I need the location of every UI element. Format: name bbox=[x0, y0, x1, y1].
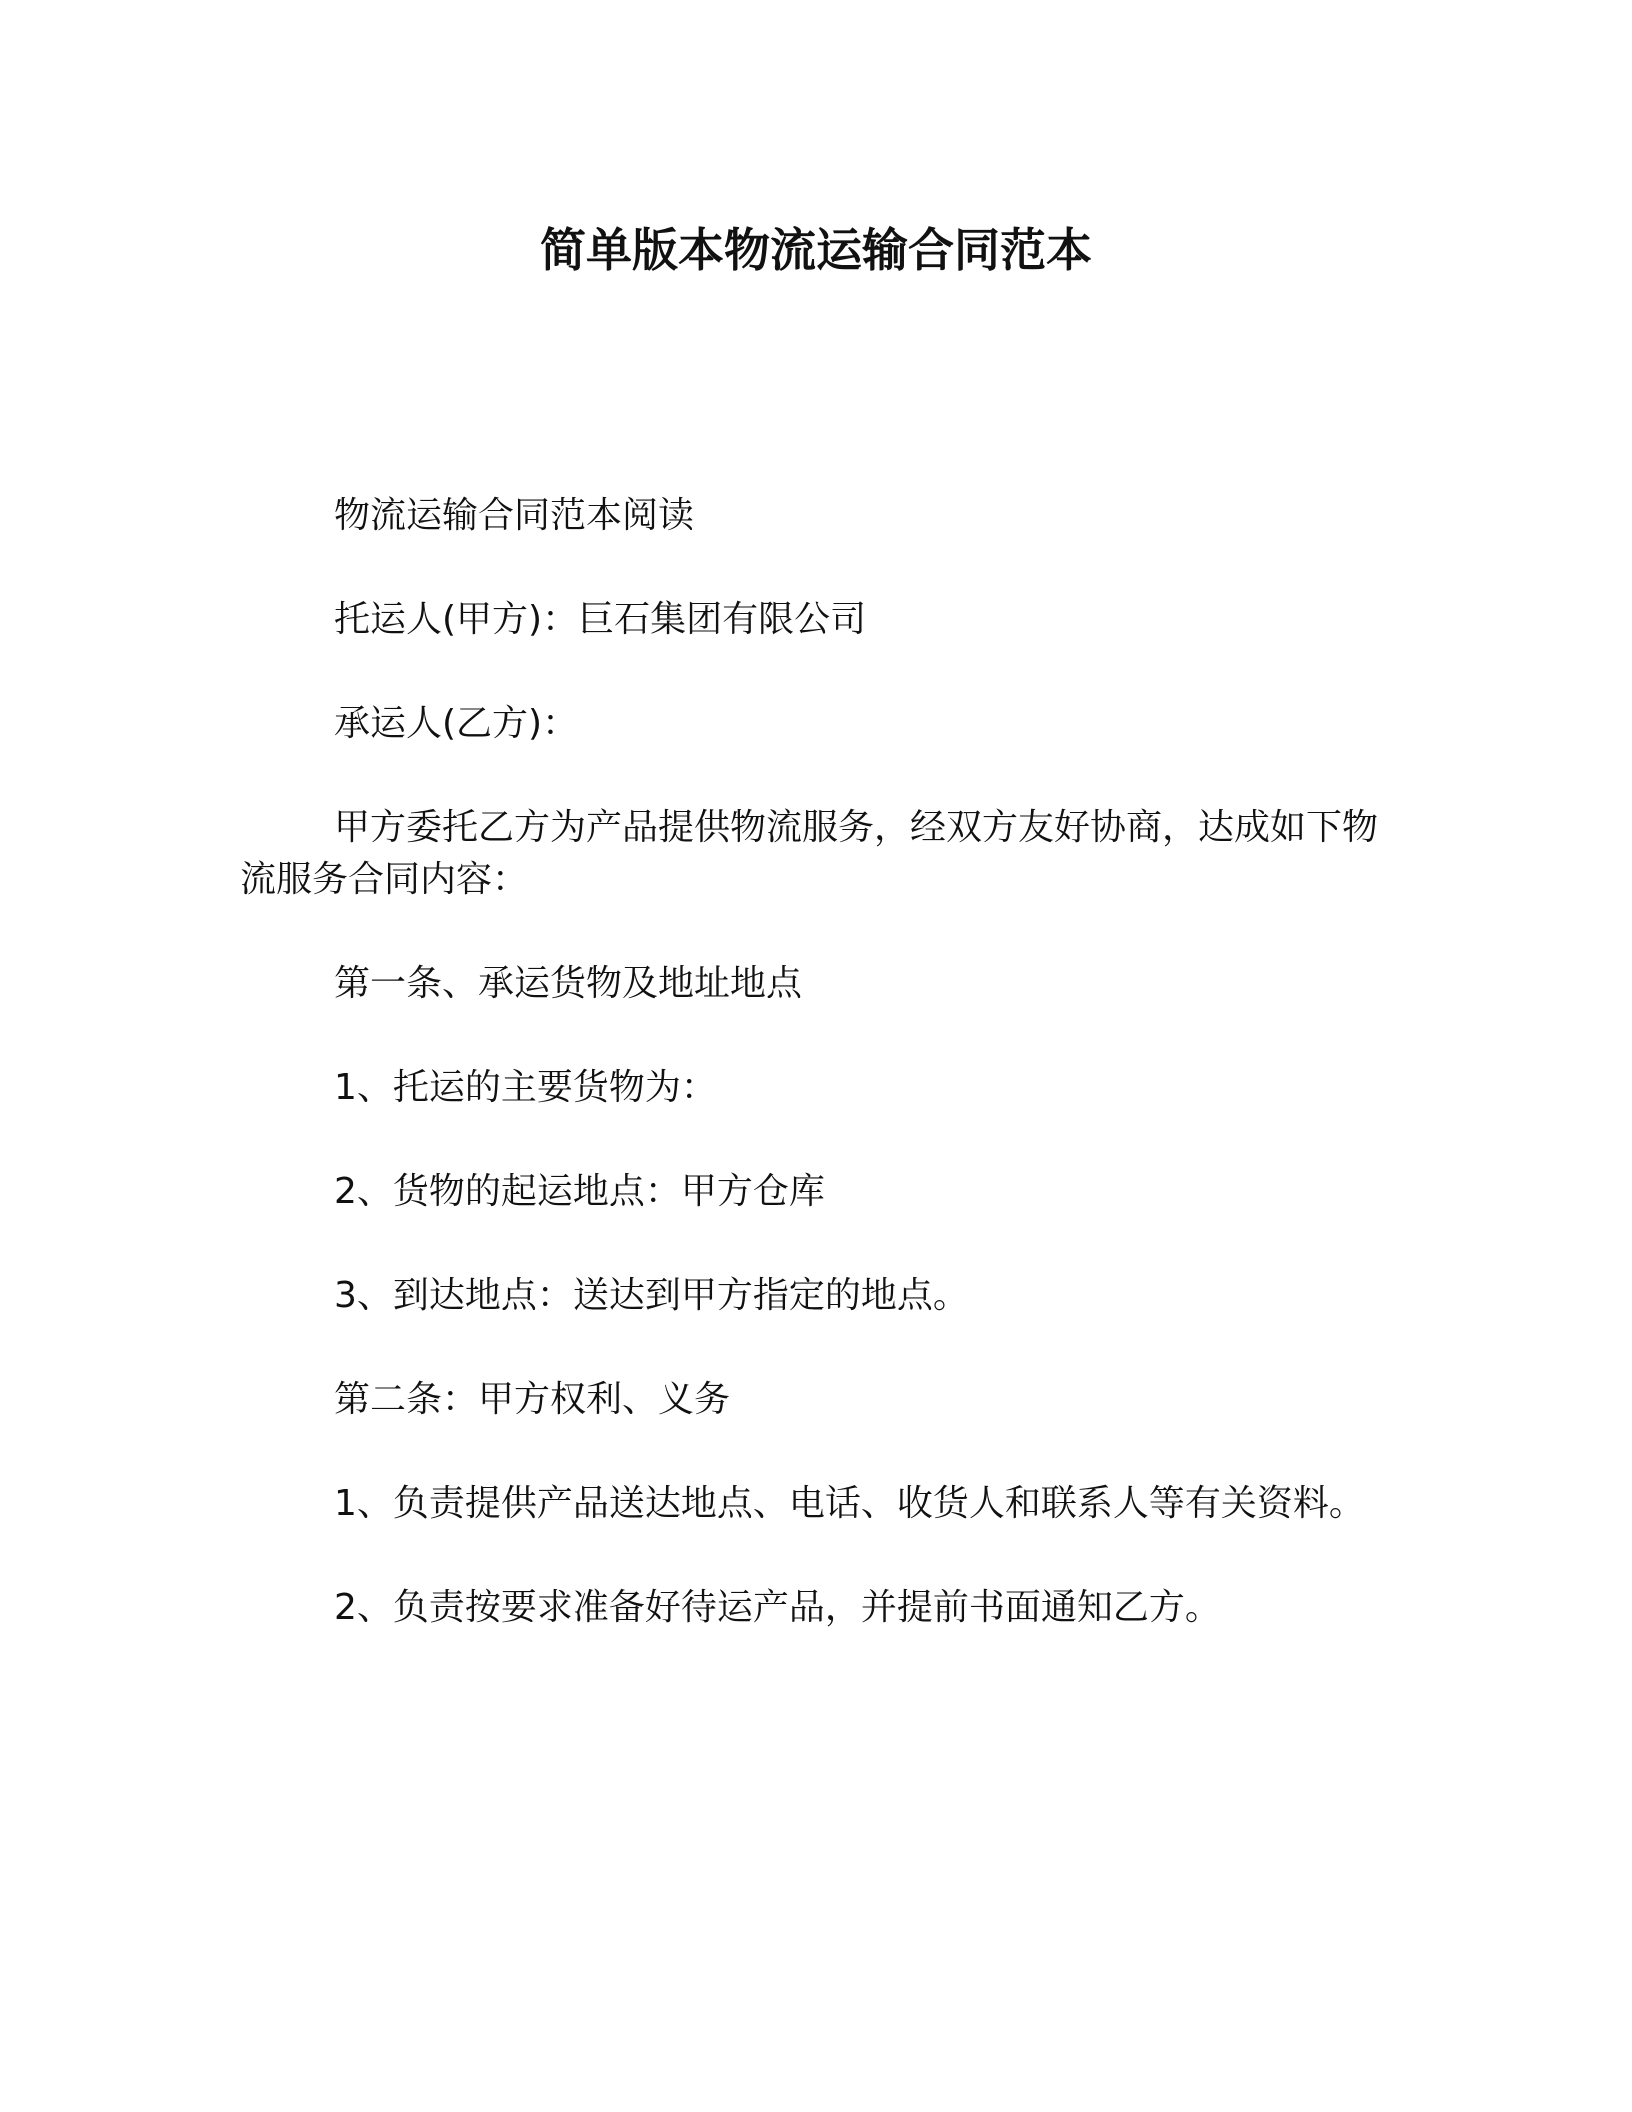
paragraph-carrier: 承运人(乙方)： bbox=[334, 703, 579, 744]
paragraph-intro: 甲方委托乙方为产品提供物流服务，经双方友好协商，达成如下物流服务合同内容： bbox=[240, 807, 1379, 900]
document-title: 简单版本物流运输合同范本 bbox=[540, 223, 1092, 277]
paragraph-clause-1-3: 3、到达地点：送达到甲方指定的地点。 bbox=[334, 1275, 969, 1316]
paragraph-shipper: 托运人(甲方)：巨石集团有限公司 bbox=[334, 599, 867, 640]
document-body bbox=[240, 490, 1390, 1634]
paragraph-clause-1-1: 1、托运的主要货物为： bbox=[334, 1067, 717, 1108]
paragraph-article-2: 第二条：甲方权利、义务 bbox=[334, 1379, 731, 1420]
paragraph-clause-2-2: 2、负责按要求准备好待运产品，并提前书面通知乙方。 bbox=[334, 1587, 1221, 1628]
paragraph-article-1: 第一条、承运货物及地址地点 bbox=[334, 963, 803, 1004]
paragraph-clause-1-2: 2、货物的起运地点：甲方仓库 bbox=[334, 1171, 825, 1212]
paragraph-reading-heading: 物流运输合同范本阅读 bbox=[334, 495, 695, 536]
paragraph-clause-2-1: 1、负责提供产品送达地点、电话、收货人和联系人等有关资料。 bbox=[334, 1483, 1365, 1524]
